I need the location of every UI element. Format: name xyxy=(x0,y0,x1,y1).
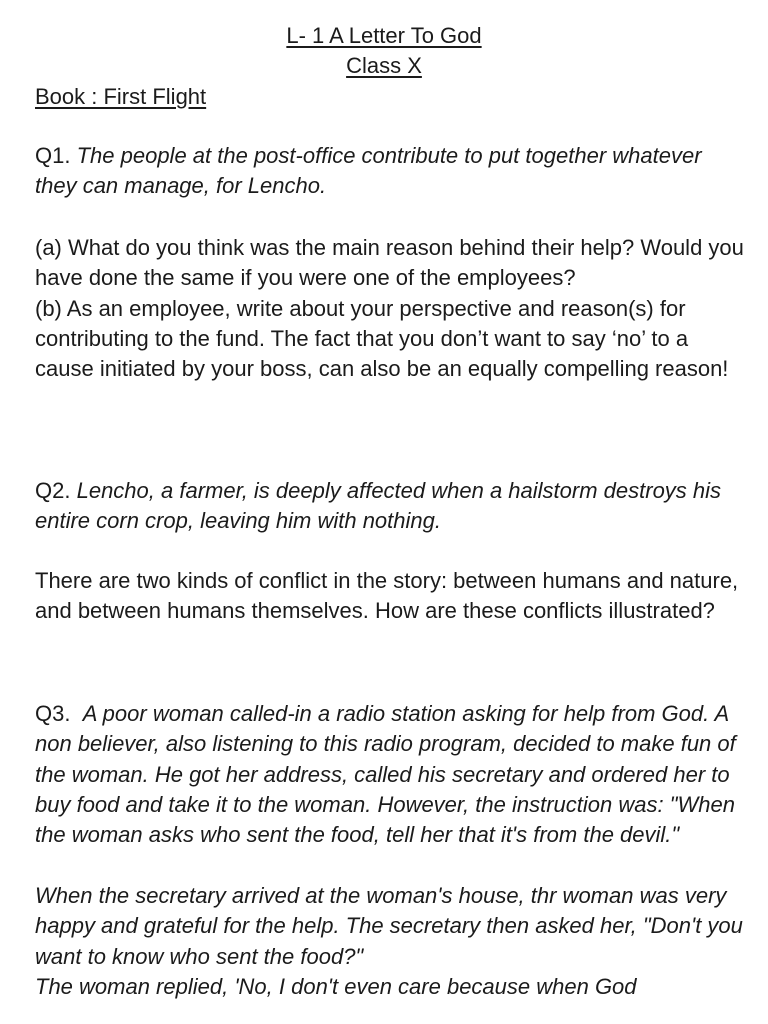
q1-number: Q1. xyxy=(35,143,71,168)
q1-part-a: (a) What do you think was the main reason behind their help? Would you have done the same if you were one of the employees? xyxy=(35,235,744,291)
chapter-title: L- 1 A Letter To God xyxy=(286,23,482,48)
q3-story-text-1: A poor woman called-in a radio station asking for help from God. A non believer, also listening to this radio program, decided to make fun of the woman. He got her address, called his secretary and ordered her to buy food and take it to the woman. However, the instruction was: "When the woman asks who sent the food, tell her that it's from the devil." xyxy=(35,701,736,848)
q1-part-b: (b) As an employee, write about your perspective and reason(s) for contributing to the fund. The fact that you don’t want to say ‘no’ to a cause initiated by your boss, can also be an equally compelling reason! xyxy=(35,295,729,382)
q3-story-part1 xyxy=(35,699,745,850)
q2-prompt-text: Lencho, a farmer, is deeply affected when a hailstorm destroys his entire corn crop, leaving him with nothing. xyxy=(35,478,722,534)
q2-question: There are two kinds of conflict in the story: between humans and nature, and between humans themselves. How are these conflicts illustrated? xyxy=(35,568,739,624)
q2-prompt xyxy=(35,476,745,537)
q2-number: Q2. xyxy=(35,478,71,503)
book-label: Book : First Flight xyxy=(35,84,207,109)
q1-parts xyxy=(35,233,745,384)
q3-story-continued xyxy=(35,881,745,1002)
q1-prompt-text: The people at the post-office contribute to put together whatever they can manage, for Lencho. xyxy=(35,143,702,199)
q3-number: Q3. xyxy=(35,701,71,726)
q3-story-text-2: When the secretary arrived at the woman's house, thr woman was very happy and grateful for the help. The secretary then asked her, "Don't you want to know who sent the food?" xyxy=(35,883,743,969)
class-label: Class X xyxy=(346,53,422,78)
q3-story-text-3: The woman replied, 'No, I don't even care because when God xyxy=(35,973,637,999)
q1-prompt xyxy=(35,141,745,202)
